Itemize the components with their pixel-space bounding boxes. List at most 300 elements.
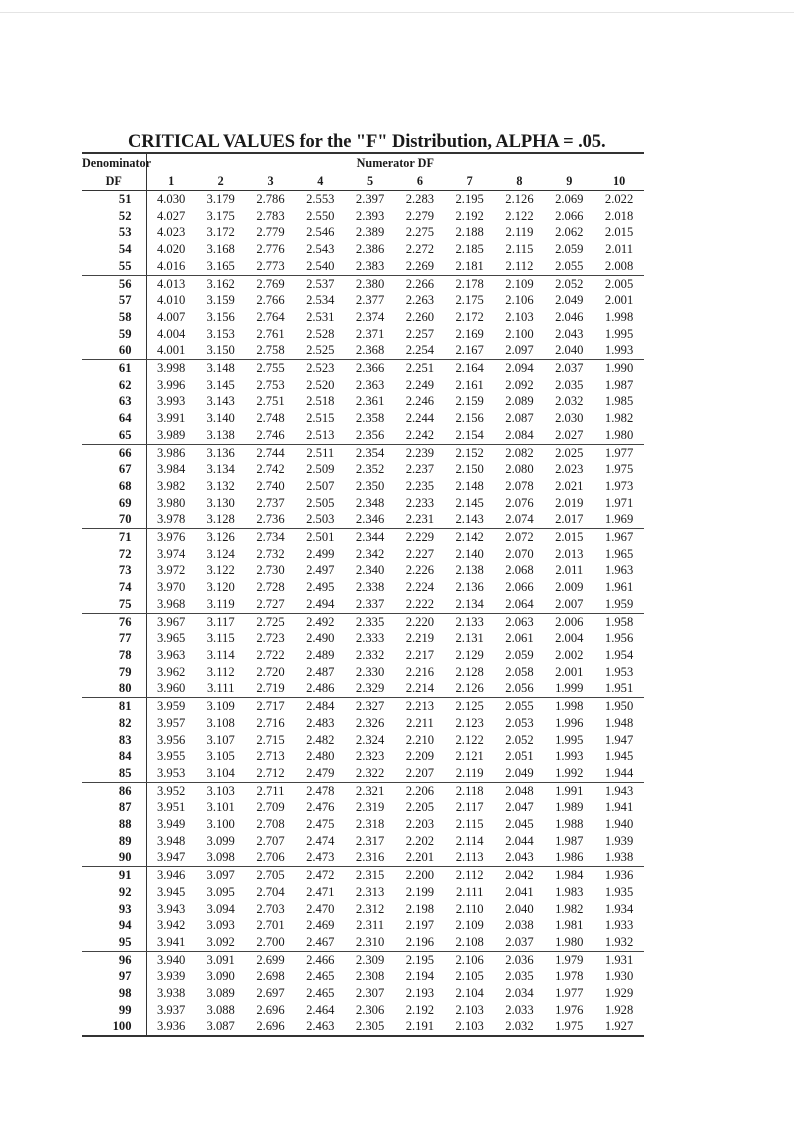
denominator-df-cell: 91 [82,867,146,884]
critical-value-cell: 2.505 [306,495,335,510]
critical-value-cell: 1.978 [555,969,584,984]
critical-value-cell: 2.332 [355,647,385,662]
critical-value-cell: 2.034 [505,986,534,1001]
critical-value-cell: 3.989 [146,427,196,444]
critical-value-cell: 2.110 [455,901,484,916]
table-row [82,732,644,749]
critical-value-cell: 1.944 [594,765,644,782]
critical-value-cell: 2.696 [246,1018,296,1036]
critical-value-cell: 3.098 [196,849,246,866]
critical-value-cell: 2.103 [445,1018,495,1036]
critical-value-cell: 2.188 [455,225,484,240]
table-row [82,680,644,697]
critical-value-cell: 2.009 [555,580,584,595]
critical-value-cell: 2.377 [355,293,385,308]
table-row [82,884,644,901]
critical-value-cell: 1.969 [594,511,644,528]
critical-value-cell: 2.055 [544,258,594,275]
critical-value-cell: 2.318 [355,817,385,832]
critical-value-cell: 2.042 [505,868,534,883]
critical-value-cell: 1.975 [604,462,634,477]
critical-value-cell: 3.093 [206,918,235,933]
critical-value-cell: 2.055 [505,699,534,714]
critical-value-cell: 2.333 [355,631,385,646]
numerator-header: Numerator DF [146,153,644,172]
denominator-df-cell: 78 [82,647,146,664]
critical-value-cell: 1.985 [604,394,634,409]
critical-value-cell: 1.988 [555,817,584,832]
critical-value-cell: 2.080 [505,462,534,477]
critical-value-cell: 2.205 [405,800,435,815]
critical-value-cell: 2.008 [594,258,644,275]
critical-value-cell: 1.939 [604,833,634,848]
critical-value-cell: 3.168 [206,242,235,257]
table-row [82,342,644,359]
critical-value-cell: 2.061 [505,631,534,646]
critical-value-cell: 2.161 [455,377,484,392]
critical-value-cell: 2.164 [455,361,484,376]
table-row [82,309,644,326]
critical-value-cell: 3.119 [196,596,246,613]
denominator-df-cell: 70 [82,511,146,528]
critical-value-cell: 3.092 [196,934,246,951]
critical-value-cell: 2.769 [256,276,285,291]
critical-value-cell: 2.156 [455,411,484,426]
critical-value-cell: 3.978 [146,511,196,528]
critical-value-cell: 2.783 [256,208,285,223]
critical-value-cell: 3.124 [206,546,235,561]
critical-value-cell: 2.711 [256,783,285,798]
critical-value-cell: 2.309 [355,952,385,967]
critical-value-cell: 2.033 [505,1002,534,1017]
critical-value-cell: 2.513 [295,427,345,444]
critical-value-cell: 2.748 [256,411,285,426]
critical-value-cell: 2.129 [455,647,484,662]
critical-value-cell: 2.121 [455,749,484,764]
f-distribution-table [82,152,644,1037]
critical-value-cell: 2.707 [256,833,285,848]
critical-value-cell: 2.133 [455,614,484,629]
critical-value-cell: 2.239 [405,445,435,460]
critical-value-cell: 3.941 [146,934,196,951]
table-row [82,867,644,884]
critical-value-cell: 2.056 [495,680,545,697]
critical-value-cell: 2.497 [306,563,335,578]
critical-value-cell: 2.106 [455,952,484,967]
critical-value-cell: 2.178 [455,276,484,291]
denominator-df-cell: 67 [82,461,146,478]
critical-value-cell: 3.104 [196,765,246,782]
critical-value-cell: 3.179 [206,192,235,206]
critical-value-cell: 2.386 [355,242,385,257]
critical-value-cell: 2.032 [495,1018,545,1036]
critical-value-cell: 3.136 [206,445,235,460]
critical-value-cell: 2.041 [505,884,534,899]
critical-value-cell: 2.136 [455,580,484,595]
critical-value-cell: 2.467 [295,934,345,951]
critical-value-cell: 3.976 [156,530,186,545]
denominator-df-cell: 72 [82,546,146,563]
critical-value-cell: 3.108 [206,715,235,730]
critical-value-cell: 2.499 [306,546,335,561]
critical-value-cell: 3.117 [206,614,235,629]
critical-value-cell: 2.072 [505,530,534,545]
critical-value-cell: 2.706 [246,849,296,866]
critical-value-cell: 2.233 [405,495,435,510]
denominator-df-cell: 73 [82,562,146,579]
denominator-df-cell: 54 [82,241,146,258]
critical-value-cell: 1.928 [604,1002,634,1017]
denominator-df-cell: 92 [82,884,146,901]
critical-value-cell: 1.935 [604,884,634,899]
critical-value-cell: 2.531 [306,309,335,324]
critical-value-cell: 2.266 [405,276,435,291]
critical-value-cell: 2.773 [246,258,296,275]
critical-value-cell: 2.185 [455,242,484,257]
critical-value-cell: 2.550 [306,208,335,223]
critical-value-cell: 2.479 [295,765,345,782]
denominator-df-cell: 84 [82,748,146,765]
critical-value-cell: 2.209 [405,749,435,764]
denominator-df-cell: 94 [82,917,146,934]
critical-value-cell: 3.949 [156,817,186,832]
denominator-df-cell: 85 [82,765,146,782]
critical-value-cell: 2.340 [355,563,385,578]
critical-value-cell: 2.389 [355,225,385,240]
critical-value-cell: 3.948 [156,833,186,848]
critical-value-cell: 3.088 [206,1002,235,1017]
critical-value-cell: 2.018 [604,208,634,223]
critical-value-cell: 2.191 [395,1018,445,1036]
critical-value-cell: 2.528 [306,326,335,341]
critical-value-cell: 1.982 [555,901,584,916]
critical-value-cell: 1.950 [604,699,634,714]
critical-value-cell: 1.998 [555,699,584,714]
critical-value-cell: 2.172 [455,309,484,324]
table-row [82,511,644,528]
denominator-df-cell: 77 [82,630,146,647]
critical-value-cell: 3.936 [146,1018,196,1036]
table-row [82,985,644,1002]
critical-value-cell: 2.244 [405,411,435,426]
critical-value-cell: 2.728 [256,580,285,595]
critical-value-cell: 1.951 [594,680,644,697]
critical-value-cell: 2.546 [306,225,335,240]
denominator-df-cell: 86 [82,782,146,799]
critical-value-cell: 3.114 [206,647,235,662]
critical-value-cell: 2.021 [555,478,584,493]
critical-value-cell: 2.337 [345,596,395,613]
critical-value-cell: 3.162 [206,276,235,291]
critical-value-cell: 2.310 [345,934,395,951]
critical-value-cell: 2.717 [256,699,285,714]
table-row [82,833,644,850]
critical-value-cell: 2.117 [455,800,484,815]
critical-value-cell: 3.138 [196,427,246,444]
critical-value-cell: 3.953 [146,765,196,782]
critical-value-cell: 3.111 [196,680,246,697]
critical-value-cell: 2.015 [604,225,634,240]
critical-value-cell: 3.943 [156,901,186,916]
critical-value-cell: 2.737 [256,495,285,510]
critical-value-cell: 2.700 [246,934,296,951]
critical-value-cell: 2.704 [256,884,285,899]
critical-value-cell: 2.317 [355,833,385,848]
table-row [82,393,644,410]
critical-value-cell: 2.084 [495,427,545,444]
critical-value-cell: 1.987 [604,377,634,392]
critical-value-cell: 3.947 [146,849,196,866]
critical-value-cell: 2.464 [306,1002,335,1017]
critical-value-cell: 2.697 [256,986,285,1001]
critical-value-cell: 2.764 [256,309,285,324]
critical-value-cell: 1.956 [604,631,634,646]
critical-value-cell: 2.327 [355,699,385,714]
critical-value-cell: 2.148 [455,478,484,493]
critical-value-cell: 2.068 [505,563,534,578]
denominator-df-cell: 81 [82,698,146,715]
critical-value-cell: 2.122 [455,732,484,747]
critical-value-cell: 2.380 [355,276,385,291]
critical-value-cell: 2.214 [395,680,445,697]
critical-value-cell: 2.469 [306,918,335,933]
critical-value-cell: 2.363 [355,377,385,392]
denominator-header: Denominator [82,153,146,172]
table-row [82,275,644,292]
denominator-df-cell: 58 [82,309,146,326]
critical-value-cell: 2.251 [405,361,435,376]
critical-value-cell: 2.052 [555,276,584,291]
critical-value-cell: 3.938 [156,986,186,1001]
critical-value-cell: 2.027 [544,427,594,444]
table-row [82,478,644,495]
numerator-df-4: 4 [295,172,345,191]
critical-value-cell: 2.321 [355,783,385,798]
critical-value-cell: 3.956 [156,732,186,747]
denominator-df-cell: 96 [82,951,146,968]
critical-value-cell: 4.027 [156,208,186,223]
critical-value-cell: 1.981 [555,918,584,933]
critical-value-cell: 2.019 [555,495,584,510]
critical-value-cell: 2.540 [295,258,345,275]
table-row [82,427,644,444]
critical-value-cell: 1.993 [594,342,644,359]
critical-value-cell: 2.219 [405,631,435,646]
critical-value-cell: 2.125 [455,699,484,714]
critical-value-cell: 2.138 [455,563,484,578]
critical-value-cell: 2.023 [555,462,584,477]
header-row-top [82,153,644,172]
critical-value-cell: 2.207 [395,765,445,782]
table-body [82,191,644,1037]
critical-value-cell: 1.945 [604,749,634,764]
critical-value-cell: 2.473 [295,849,345,866]
critical-value-cell: 4.004 [156,326,186,341]
critical-value-cell: 2.342 [355,546,385,561]
critical-value-cell: 2.335 [355,614,385,629]
critical-value-cell: 2.487 [306,664,335,679]
table-row [82,917,644,934]
critical-value-cell: 2.324 [355,732,385,747]
critical-value-cell: 2.113 [445,849,495,866]
critical-value-cell: 3.140 [206,411,235,426]
critical-value-cell: 2.463 [295,1018,345,1036]
critical-value-cell: 2.108 [445,934,495,951]
critical-value-cell: 2.736 [246,511,296,528]
critical-value-cell: 2.064 [495,596,545,613]
critical-value-cell: 3.980 [156,495,186,510]
critical-value-cell: 2.344 [355,530,385,545]
critical-value-cell: 1.941 [604,800,634,815]
critical-value-cell: 3.122 [206,563,235,578]
denominator-df-cell: 100 [82,1018,146,1036]
critical-value-cell: 1.967 [604,530,634,545]
critical-value-cell: 3.972 [156,563,186,578]
critical-value-cell: 2.040 [544,342,594,359]
critical-value-cell: 3.945 [156,884,186,899]
critical-value-cell: 1.932 [594,934,644,951]
critical-value-cell: 2.257 [405,326,435,341]
critical-value-cell: 2.348 [355,495,385,510]
denominator-df-cell: 63 [82,393,146,410]
critical-value-cell: 2.140 [455,546,484,561]
denominator-df-cell: 53 [82,224,146,241]
critical-value-cell: 2.753 [256,377,285,392]
critical-value-cell: 2.371 [355,326,385,341]
table-row [82,596,644,613]
critical-value-cell: 2.515 [306,411,335,426]
critical-value-cell: 2.123 [455,715,484,730]
table-row [82,410,644,427]
critical-value-cell: 3.962 [156,664,186,679]
critical-value-cell: 2.048 [505,783,534,798]
critical-value-cell: 2.279 [405,208,435,223]
critical-value-cell: 2.059 [555,242,584,257]
critical-value-cell: 2.719 [246,680,296,697]
denominator-df-cell: 62 [82,377,146,394]
critical-value-cell: 2.001 [555,664,584,679]
critical-value-cell: 3.089 [206,986,235,1001]
numerator-df-5: 5 [345,172,395,191]
critical-value-cell: 3.967 [156,614,186,629]
critical-value-cell: 2.329 [345,680,395,697]
critical-value-cell: 2.119 [445,765,495,782]
critical-value-cell: 1.940 [604,817,634,832]
critical-value-cell: 3.091 [206,952,235,967]
critical-value-cell: 2.199 [405,884,435,899]
critical-value-cell: 2.397 [355,192,385,206]
critical-value-cell: 2.480 [306,749,335,764]
table-row [82,951,644,968]
critical-value-cell: 2.202 [405,833,435,848]
critical-value-cell: 2.195 [455,192,484,206]
critical-value-cell: 2.313 [355,884,385,899]
critical-value-cell: 1.989 [555,800,584,815]
critical-value-cell: 1.961 [604,580,634,595]
denominator-df-cell: 75 [82,596,146,613]
critical-value-cell: 3.105 [206,749,235,764]
denominator-df-cell: 88 [82,816,146,833]
critical-value-cell: 2.470 [306,901,335,916]
critical-value-cell: 2.478 [306,783,335,798]
critical-value-cell: 2.062 [555,225,584,240]
critical-value-cell: 1.938 [594,849,644,866]
critical-value-cell: 2.475 [306,817,335,832]
table-row [82,799,644,816]
denominator-df-cell: 69 [82,495,146,512]
critical-value-cell: 2.201 [395,849,445,866]
critical-value-cell: 2.035 [555,377,584,392]
critical-value-cell: 2.007 [544,596,594,613]
critical-value-cell: 2.004 [555,631,584,646]
critical-value-cell: 2.049 [495,765,545,782]
critical-value-cell: 2.283 [405,192,435,206]
critical-value-cell: 2.046 [555,309,584,324]
table-row [82,546,644,563]
critical-value-cell: 2.015 [555,530,584,545]
denominator-df-cell: 61 [82,360,146,377]
critical-value-cell: 2.779 [256,225,285,240]
critical-value-cell: 2.744 [256,445,285,460]
critical-value-cell: 2.308 [355,969,385,984]
critical-value-cell: 2.703 [256,901,285,916]
critical-value-cell: 2.142 [455,530,484,545]
critical-value-cell: 2.471 [306,884,335,899]
critical-value-cell: 4.030 [156,192,186,206]
critical-value-cell: 4.020 [156,242,186,257]
denominator-df-cell: 97 [82,968,146,985]
critical-value-cell: 2.537 [306,276,335,291]
critical-value-cell: 2.154 [445,427,495,444]
critical-value-cell: 2.319 [355,800,385,815]
critical-value-cell: 2.263 [405,293,435,308]
critical-value-cell: 2.330 [355,664,385,679]
critical-value-cell: 2.246 [405,394,435,409]
critical-value-cell: 2.011 [555,563,584,578]
critical-value-cell: 2.059 [505,647,534,662]
denominator-df-cell: 76 [82,613,146,630]
critical-value-cell: 2.346 [345,511,395,528]
header-row-columns [82,172,644,191]
critical-value-cell: 2.022 [604,192,634,206]
critical-value-cell: 1.927 [594,1018,644,1036]
critical-value-cell: 2.005 [604,276,634,291]
critical-value-cell: 1.980 [594,427,644,444]
critical-value-cell: 2.374 [355,309,385,324]
critical-value-cell: 2.197 [405,918,435,933]
critical-value-cell: 2.192 [455,208,484,223]
table-row [82,562,644,579]
critical-value-cell: 2.175 [455,293,484,308]
numerator-df-10: 10 [594,172,644,191]
critical-value-cell: 2.035 [505,969,534,984]
critical-value-cell: 2.051 [505,749,534,764]
critical-value-cell: 3.165 [196,258,246,275]
critical-value-cell: 2.194 [405,969,435,984]
critical-value-cell: 2.134 [445,596,495,613]
critical-value-cell: 2.226 [405,563,435,578]
critical-value-cell: 2.043 [555,326,584,341]
table-row [82,1002,644,1019]
critical-value-cell: 2.089 [505,394,534,409]
critical-value-cell: 2.094 [505,361,534,376]
critical-value-cell: 2.210 [405,732,435,747]
critical-value-cell: 2.786 [256,192,285,206]
critical-value-cell: 2.520 [306,377,335,392]
critical-value-cell: 4.013 [156,276,186,291]
critical-value-cell: 2.112 [495,258,545,275]
numerator-df-2: 2 [196,172,246,191]
